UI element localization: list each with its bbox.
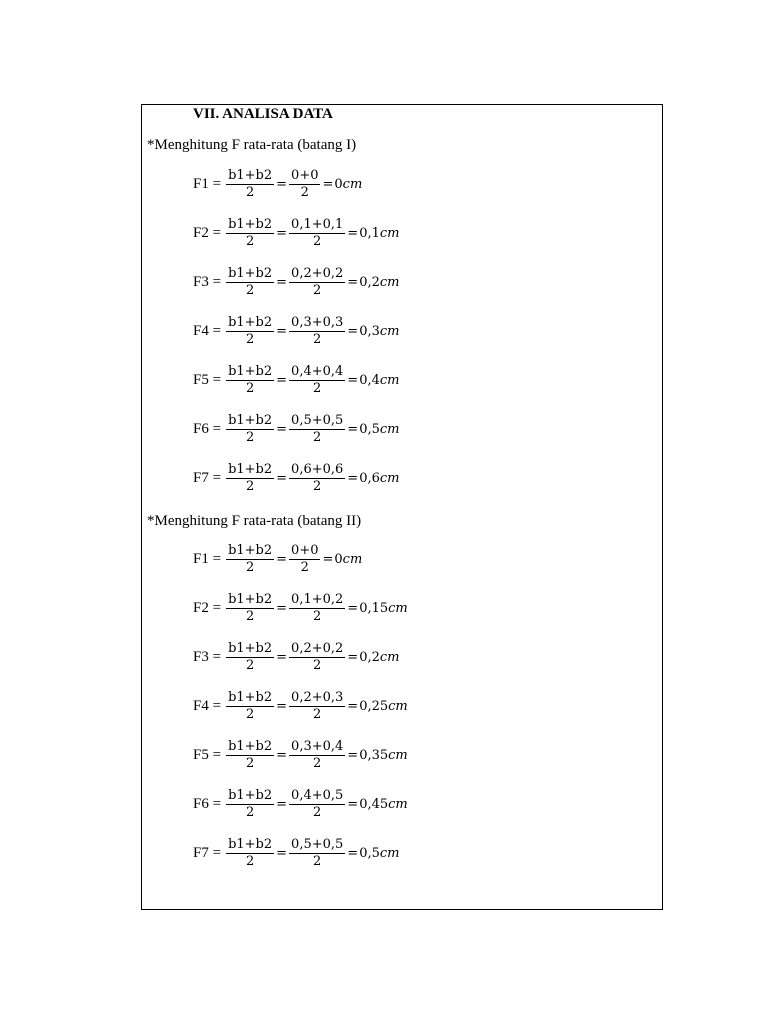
value-fraction bbox=[289, 837, 345, 870]
value-fraction bbox=[289, 543, 320, 576]
result-value: 0,3 bbox=[359, 323, 380, 339]
result-value: 0 bbox=[334, 551, 343, 567]
equation-row: F5 = $\frac{b1+b2}{2}$ = $\frac{0,3+0,4}{2}$ = 0,35 cm bbox=[193, 738, 408, 771]
numerator: b1+b2 bbox=[228, 461, 273, 477]
denominator: 2 bbox=[289, 755, 345, 772]
equation-row: F6 = $\frac{b1+b2}{2}$ = $\frac{0,4+0,5}{2}$ = 0,45 cm bbox=[193, 787, 408, 820]
denominator: 2 bbox=[289, 429, 345, 446]
unit: cm bbox=[379, 845, 400, 861]
numerator: 0,6+0,6 bbox=[291, 461, 344, 477]
denominator: 2 bbox=[226, 755, 274, 772]
value-fraction bbox=[289, 413, 345, 446]
numerator: 0,3+0,4 bbox=[291, 738, 344, 754]
numerator: 0,2+0,2 bbox=[291, 640, 344, 656]
unit: cm bbox=[388, 600, 408, 616]
unit: cm bbox=[342, 551, 363, 567]
result-value: 0 bbox=[334, 176, 343, 192]
equation-row: F3 = $\frac{b1+b2}{2}$ = $\frac{0,2+0,2}{2}$ = 0,2 cm bbox=[193, 640, 400, 673]
equation-row: F1 = $\frac{b1+b2}{2}$ = $\frac{0+0}{2}$ = 0 cm bbox=[193, 542, 363, 575]
value-fraction bbox=[289, 592, 345, 625]
value-fraction bbox=[289, 739, 345, 772]
numerator: b1+b2 bbox=[228, 314, 273, 330]
denominator: 2 bbox=[289, 331, 345, 348]
result-value: 0,4 bbox=[359, 372, 380, 388]
unit: cm bbox=[379, 470, 400, 486]
equation-label: F7 = bbox=[193, 844, 222, 861]
value-fraction bbox=[289, 462, 345, 495]
equation-label: F1 = bbox=[193, 175, 222, 192]
numerator: b1+b2 bbox=[228, 542, 273, 558]
numerator: b1+b2 bbox=[228, 363, 273, 379]
denominator: 2 bbox=[226, 331, 274, 348]
denominator: 2 bbox=[289, 706, 345, 723]
value-fraction bbox=[289, 266, 345, 299]
equation-row: F5 = $\frac{b1+b2}{2}$ = $\frac{0,4+0,4}{2}$ = 0,4 cm bbox=[193, 363, 400, 396]
denominator: 2 bbox=[289, 804, 345, 821]
numerator: b1+b2 bbox=[228, 836, 273, 852]
numerator: 0,4+0,4 bbox=[291, 363, 344, 379]
denominator: 2 bbox=[289, 233, 345, 250]
numerator: 0+0 bbox=[291, 167, 319, 183]
numerator: 0,1+0,1 bbox=[291, 216, 344, 232]
denominator: 2 bbox=[289, 380, 345, 397]
numerator: 0,5+0,5 bbox=[291, 836, 344, 852]
equation-label: F4 = bbox=[193, 697, 222, 714]
value-fraction bbox=[289, 168, 320, 201]
denominator: 2 bbox=[226, 429, 274, 446]
unit: cm bbox=[388, 796, 408, 812]
formula-fraction bbox=[226, 641, 274, 674]
denominator: 2 bbox=[226, 608, 274, 625]
numerator: b1+b2 bbox=[228, 640, 273, 656]
result-value: 0,5 bbox=[359, 421, 380, 437]
unit: cm bbox=[379, 225, 400, 241]
value-fraction bbox=[289, 315, 345, 348]
value-fraction bbox=[289, 690, 345, 723]
numerator: b1+b2 bbox=[228, 591, 273, 607]
equation-row: F2 = $\frac{b1+b2}{2}$ = $\frac{0,1+0,1}{2}$ = 0,1 cm bbox=[193, 216, 400, 249]
formula-fraction bbox=[226, 315, 274, 348]
numerator: 0,1+0,2 bbox=[291, 591, 344, 607]
equation-label: F2 = bbox=[193, 599, 222, 616]
unit: cm bbox=[379, 649, 400, 665]
result-value: 0,15 bbox=[359, 600, 389, 616]
unit: cm bbox=[342, 176, 363, 192]
denominator: 2 bbox=[226, 184, 274, 201]
result-value: 0,25 bbox=[359, 698, 389, 714]
unit: cm bbox=[379, 323, 400, 339]
denominator: 2 bbox=[226, 559, 274, 576]
numerator: b1+b2 bbox=[228, 216, 273, 232]
equation-label: F3 = bbox=[193, 648, 222, 665]
equation-row: F3 = $\frac{b1+b2}{2}$ = $\frac{0,2+0,2}{2}$ = 0,2 cm bbox=[193, 265, 400, 298]
unit: cm bbox=[379, 372, 400, 388]
subheading-batang-2: *Menghitung F rata-rata (batang II) bbox=[147, 513, 362, 529]
formula-fraction bbox=[226, 690, 274, 723]
denominator: 2 bbox=[289, 282, 345, 299]
denominator: 2 bbox=[226, 380, 274, 397]
numerator: 0,3+0,3 bbox=[291, 314, 344, 330]
denominator: 2 bbox=[289, 853, 345, 870]
denominator: 2 bbox=[289, 657, 345, 674]
formula-fraction bbox=[226, 592, 274, 625]
section-heading: VII. ANALISA DATA bbox=[193, 106, 333, 122]
numerator: b1+b2 bbox=[228, 787, 273, 803]
denominator: 2 bbox=[226, 804, 274, 821]
equation-label: F2 = bbox=[193, 224, 222, 241]
numerator: b1+b2 bbox=[228, 738, 273, 754]
denominator: 2 bbox=[226, 706, 274, 723]
denominator: 2 bbox=[289, 559, 320, 576]
value-fraction bbox=[289, 788, 345, 821]
numerator: 0,2+0,3 bbox=[291, 689, 344, 705]
denominator: 2 bbox=[289, 608, 345, 625]
formula-fraction bbox=[226, 266, 274, 299]
formula-fraction bbox=[226, 739, 274, 772]
result-value: 0,2 bbox=[359, 649, 380, 665]
result-value: 0,45 bbox=[359, 796, 389, 812]
denominator: 2 bbox=[226, 478, 274, 495]
denominator: 2 bbox=[226, 853, 274, 870]
equation-row: F4 = $\frac{b1+b2}{2}$ = $\frac{0,3+0,3}{2}$ = 0,3 cm bbox=[193, 314, 400, 347]
value-fraction bbox=[289, 364, 345, 397]
numerator: b1+b2 bbox=[228, 265, 273, 281]
formula-fraction bbox=[226, 788, 274, 821]
numerator: 0,2+0,2 bbox=[291, 265, 344, 281]
unit: cm bbox=[388, 747, 408, 763]
result-value: 0,6 bbox=[359, 470, 380, 486]
equation-label: F3 = bbox=[193, 273, 222, 290]
formula-fraction bbox=[226, 217, 274, 250]
denominator: 2 bbox=[226, 233, 274, 250]
equation-label: F7 = bbox=[193, 469, 222, 486]
equation-row: F4 = $\frac{b1+b2}{2}$ = $\frac{0,2+0,3}{2}$ = 0,25 cm bbox=[193, 689, 408, 722]
value-fraction bbox=[289, 217, 345, 250]
result-value: 0,35 bbox=[359, 747, 389, 763]
denominator: 2 bbox=[226, 282, 274, 299]
result-value: 0,5 bbox=[359, 845, 380, 861]
formula-fraction bbox=[226, 364, 274, 397]
result-value: 0,2 bbox=[359, 274, 380, 290]
equation-label: F6 = bbox=[193, 795, 222, 812]
equation-row: F1 = $\frac{b1+b2}{2}$ = $\frac{0+0}{2}$ = 0 cm bbox=[193, 167, 363, 200]
equation-label: F4 = bbox=[193, 322, 222, 339]
subheading-batang-1: *Menghitung F rata-rata (batang I) bbox=[147, 137, 357, 153]
numerator: 0+0 bbox=[291, 542, 319, 558]
denominator: 2 bbox=[289, 478, 345, 495]
numerator: 0,4+0,5 bbox=[291, 787, 344, 803]
equation-row: F6 = $\frac{b1+b2}{2}$ = $\frac{0,5+0,5}{2}$ = 0,5 cm bbox=[193, 412, 400, 445]
equation-row: F7 = $\frac{b1+b2}{2}$ = $\frac{0,5+0,5}{2}$ = 0,5 cm bbox=[193, 836, 400, 869]
formula-fraction bbox=[226, 543, 274, 576]
equation-row: F2 = $\frac{b1+b2}{2}$ = $\frac{0,1+0,2}{2}$ = 0,15 cm bbox=[193, 591, 408, 624]
unit: cm bbox=[379, 421, 400, 437]
numerator: b1+b2 bbox=[228, 689, 273, 705]
equation-label: F1 = bbox=[193, 550, 222, 567]
denominator: 2 bbox=[226, 657, 274, 674]
numerator: 0,5+0,5 bbox=[291, 412, 344, 428]
equation-row: F7 = $\frac{b1+b2}{2}$ = $\frac{0,6+0,6}{2}$ = 0,6 cm bbox=[193, 461, 400, 494]
formula-fraction bbox=[226, 462, 274, 495]
result-value: 0,1 bbox=[359, 225, 380, 241]
equation-label: F6 = bbox=[193, 420, 222, 437]
numerator: b1+b2 bbox=[228, 412, 273, 428]
denominator: 2 bbox=[289, 184, 320, 201]
formula-fraction bbox=[226, 168, 274, 201]
formula-fraction bbox=[226, 413, 274, 446]
unit: cm bbox=[379, 274, 400, 290]
unit: cm bbox=[388, 698, 408, 714]
value-fraction bbox=[289, 641, 345, 674]
equation-label: F5 = bbox=[193, 746, 222, 763]
equation-label: F5 = bbox=[193, 371, 222, 388]
formula-fraction bbox=[226, 837, 274, 870]
numerator: b1+b2 bbox=[228, 167, 273, 183]
